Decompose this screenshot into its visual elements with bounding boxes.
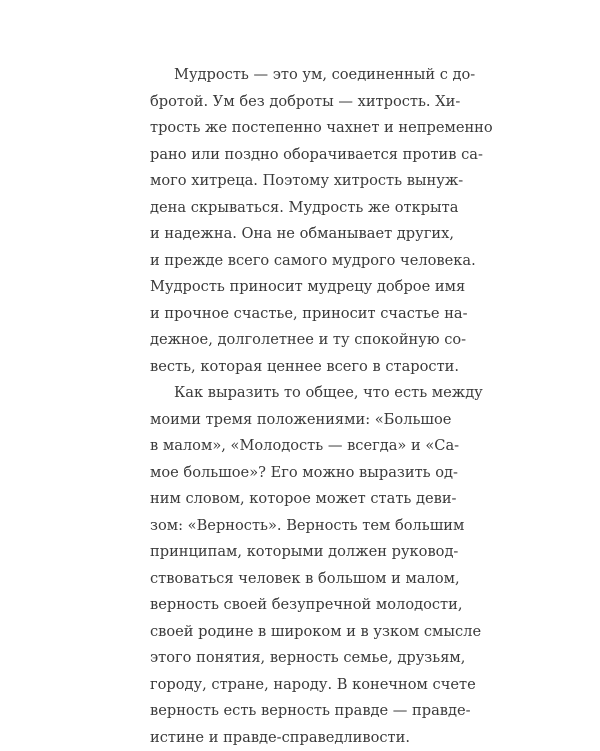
text-line: мого хитреца. Поэтому хитрость вынуж-	[150, 168, 441, 195]
text-line: весть, которая ценнее всего в старости.	[150, 354, 441, 381]
text-line: и надежна. Она не обманывает других,	[150, 221, 441, 248]
text-line: в малом», «Молодость — всегда» и «Са-	[150, 433, 441, 460]
text-line: моими тремя положениями: «Большое	[150, 407, 441, 434]
text-line: этого понятия, верность семье, друзьям,	[150, 645, 441, 672]
text-line: мое большое»? Его можно выразить од-	[150, 460, 441, 487]
text-line: трость же постепенно чахнет и непременно	[150, 115, 441, 142]
text-line: Как выразить то общее, что есть между	[150, 380, 441, 407]
text-line: городу, стране, народу. В конечном счете	[150, 672, 441, 699]
text-line: принципам, которыми должен руковод-	[150, 539, 441, 566]
text-line: и прежде всего самого мудрого человека.	[150, 248, 441, 275]
text-line: рано или поздно оборачивается против са-	[150, 142, 441, 169]
text-line: истине и правде-справедливости.	[150, 725, 441, 751]
text-line: ним словом, которое может стать деви-	[150, 486, 441, 513]
text-line: верность своей безупречной молодости,	[150, 592, 441, 619]
text-line: своей родине в широком и в узком смысле	[150, 619, 441, 646]
paragraph-2	[150, 380, 441, 751]
text-line: дена скрываться. Мудрость же открыта	[150, 195, 441, 222]
text-column	[150, 62, 441, 751]
text-line: и прочное счастье, приносит счастье на-	[150, 301, 441, 328]
text-line: верность есть верность правде — правде-	[150, 698, 441, 725]
paragraph-1	[150, 62, 441, 380]
text-line: ствоваться человек в большом и малом,	[150, 566, 441, 593]
text-line: бротой. Ум без доброты — хитрость. Хи-	[150, 89, 441, 116]
text-line: Мудрость приносит мудрецу доброе имя	[150, 274, 441, 301]
text-line: Мудрость — это ум, соединенный с до-	[150, 62, 441, 89]
text-line: дежное, долголетнее и ту спокойную со-	[150, 327, 441, 354]
text-line: зом: «Верность». Верность тем большим	[150, 513, 441, 540]
